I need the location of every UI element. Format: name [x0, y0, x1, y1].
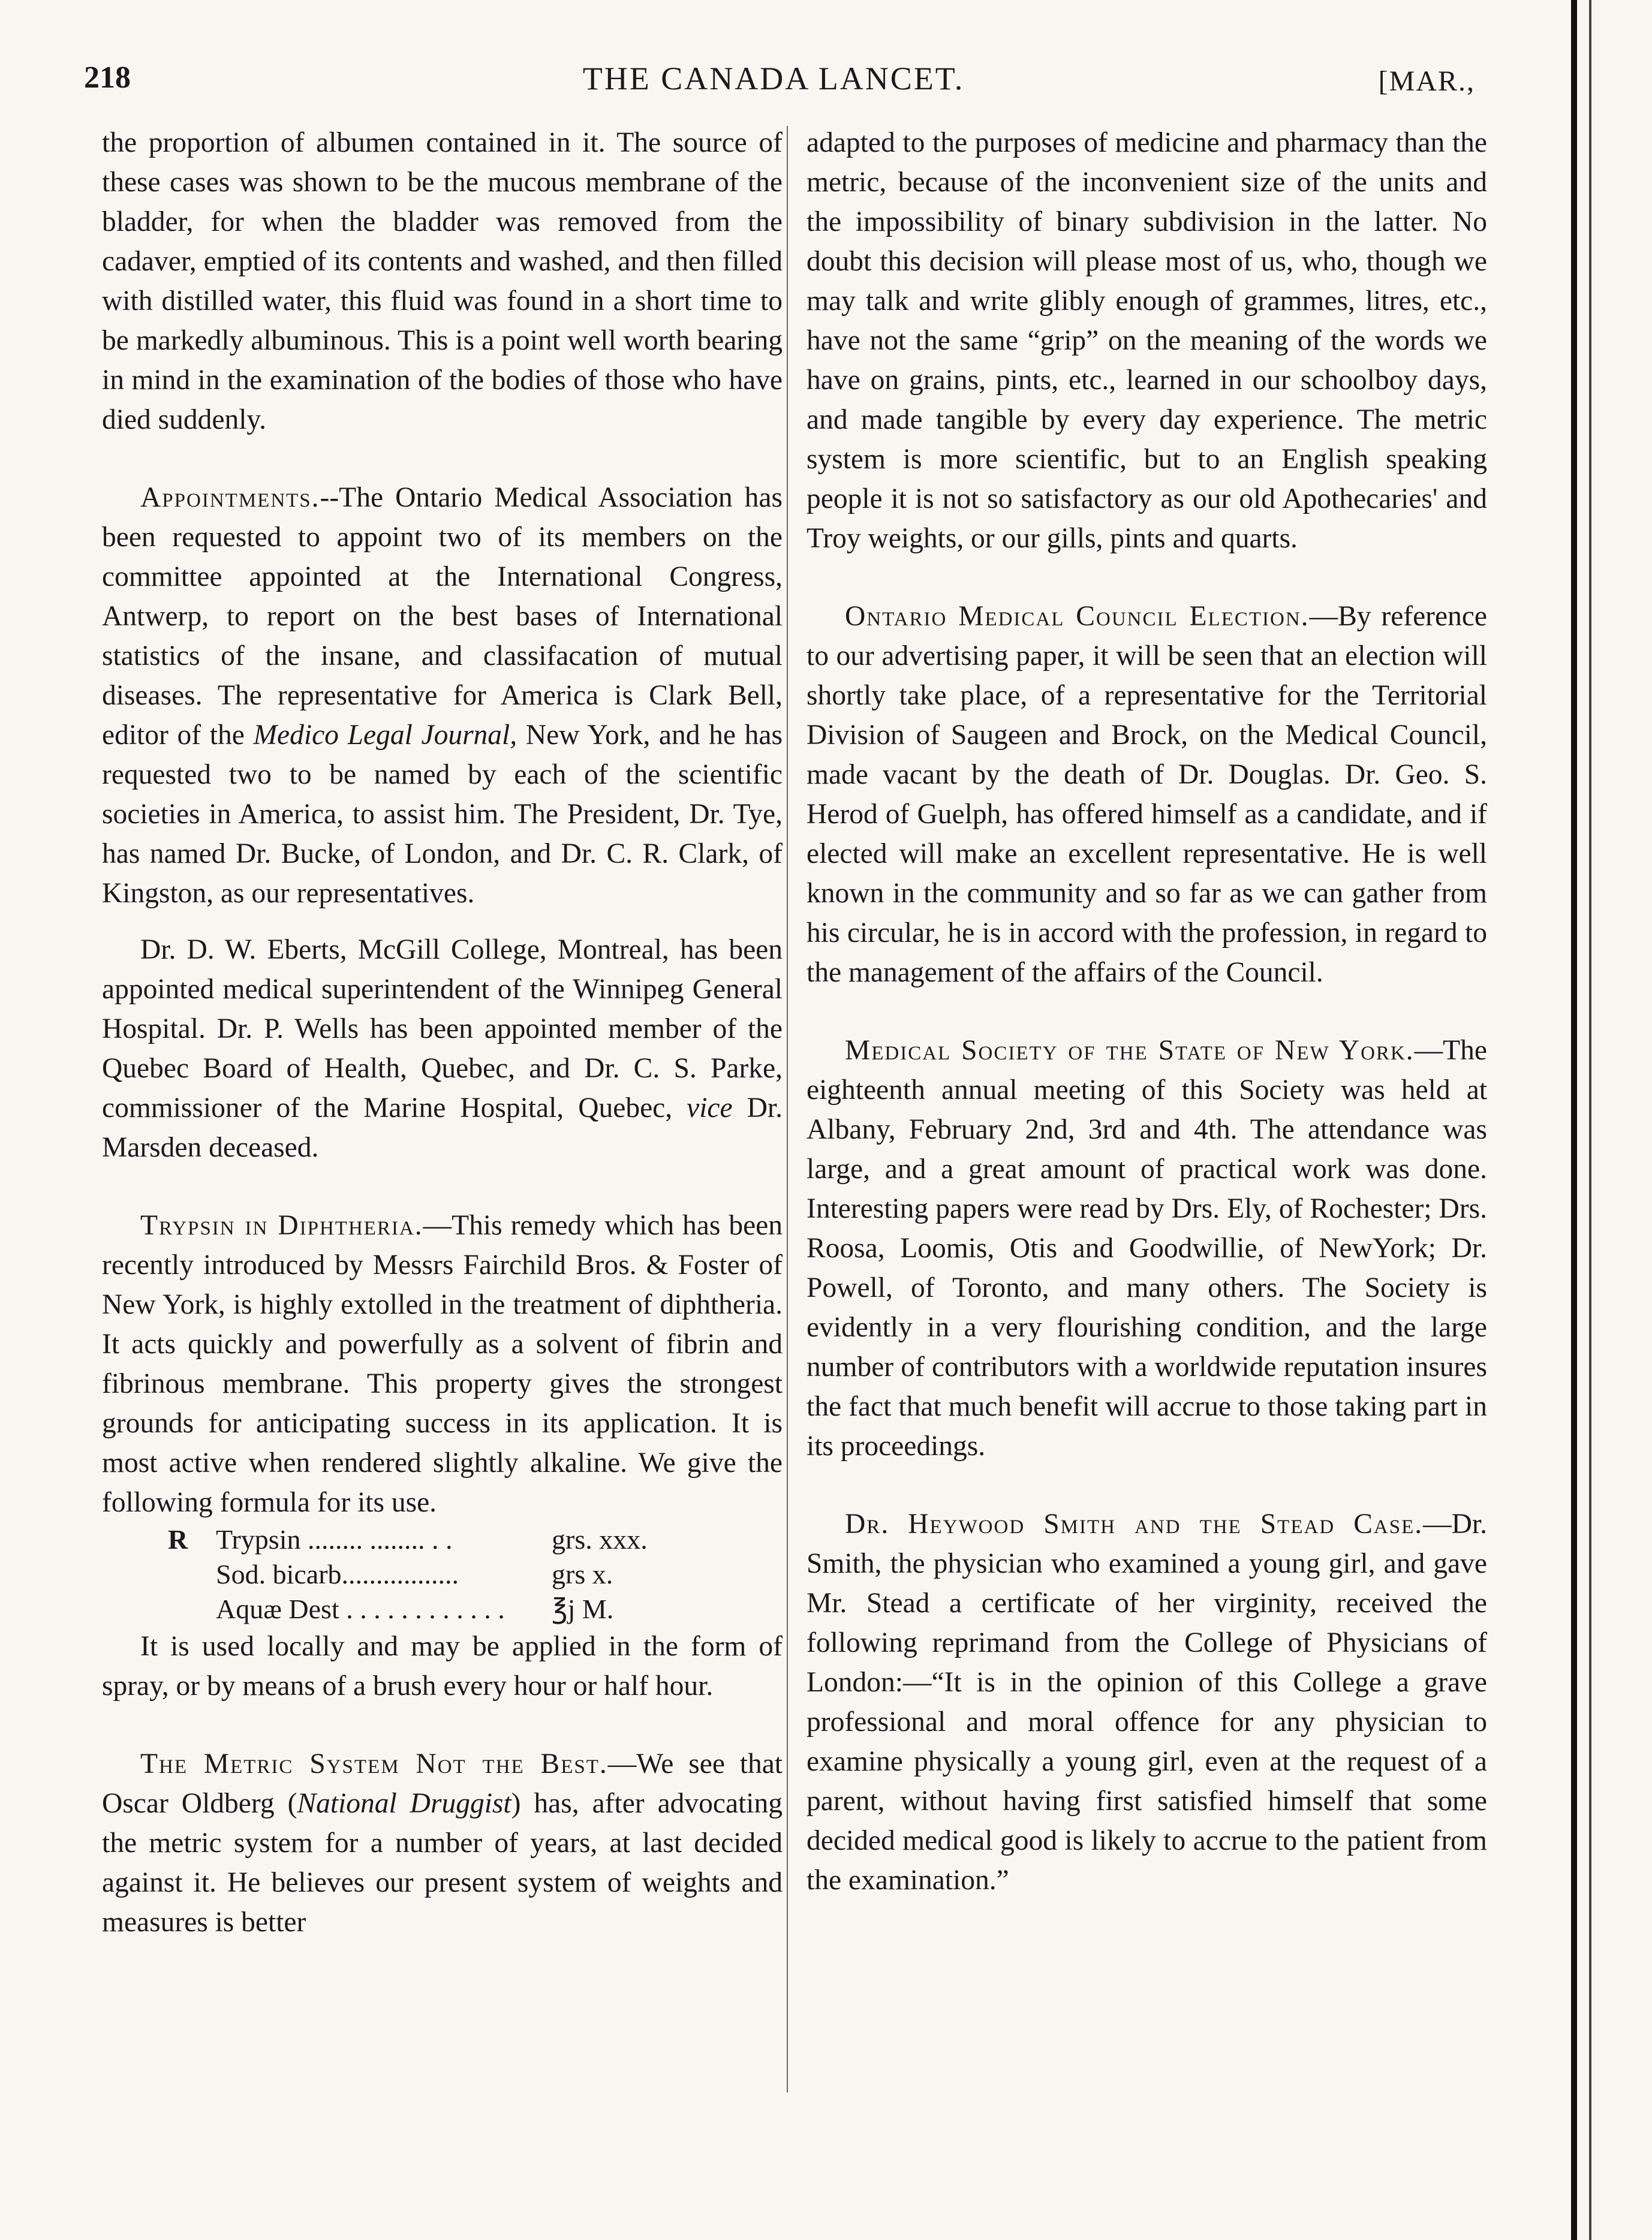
right-column [807, 123, 1487, 1900]
appointments-text: --The Ontario Medical Association has been requested to appoint two of its members on the committee appointed at the International Congress, Antwerp, to report on the best bases of International statistics of the insane, and classifacation of mutual diseases. The representative for America is Clark Bell, editor of the [102, 482, 783, 751]
prescription-row [168, 1557, 783, 1592]
left-column [102, 123, 783, 1942]
stead-article [807, 1504, 1487, 1900]
vice-word: vice [687, 1092, 733, 1124]
national-druggist: National Druggist [297, 1788, 511, 1819]
prescription-formula [168, 1522, 783, 1627]
albumen-paragraph: the proportion of albumen contained in it. The source of these cases was shown to be the mucous membrane of the bladder, for when the bladder was removed from the cadaver, emptied of its contents and washed, and then filled with distilled water, this fluid was found in a short time to be markedly albuminous. This is a point well worth bearing in mind in the examination of the bodies of those who have died suddenly. [102, 127, 783, 435]
metric-heading: The Metric System Not the Best. [140, 1748, 608, 1780]
trypsin-heading: Trypsin in Diphtheria. [140, 1210, 423, 1241]
metric-text: —We see that Oscar Oldberg ( [102, 1748, 783, 1819]
page-edge-shadow [1589, 0, 1591, 2240]
recipe-symbol: R [168, 1524, 188, 1555]
prescription-row [168, 1592, 783, 1627]
metric-text-cont: ) has, after advocating the metric system for a number of years, at last decided against it. He believes our present system of weights and measures is better [102, 1788, 783, 1938]
journal-title: THE CANADA LANCET. [582, 61, 965, 97]
prescription-dose: grs. xxx. [552, 1524, 648, 1555]
eberts-paragraph [102, 930, 783, 1167]
society-heading: Medical Society of the State of New York. [845, 1035, 1415, 1066]
issue-month: [MAR., [1378, 65, 1475, 97]
council-text: —By reference to our advertising paper, it will be seen that an election will shortly take place, of a representative for the Territorial Division of Saugeen and Brock, on the Medical Council, made vacant by the death of Dr. Douglas. Dr. Geo. S. Herod of Guelph, has offered himself as a candidate, and if elected will make an excellent representative. He is well known in the community and so far as we can gather from his circular, he is in accord with the profession, in regard to the management of the affairs of the Council. [807, 601, 1487, 988]
council-article [807, 597, 1487, 992]
eberts-rest: Dr. Marsden deceased. [102, 1092, 783, 1163]
prescription-row [168, 1522, 783, 1557]
society-text: —The eighteenth annual meeting of this Society was held at Albany, February 2nd, 3rd and 4th. The attendance was large, and a great amount of practical work was done. Interesting papers were read by Drs. Ely, of Rochester; Drs. Roosa, Loomis, Otis and Goodwillie, of NewYork; Dr. Powell, of Toronto, and many others. The Society is evidently in a very flourishing condition, and the large number of contributors with a worldwide reputation insures the fact that much benefit will accrue to those taking part in its proceedings. [807, 1035, 1487, 1462]
page-number: 218 [84, 61, 131, 95]
trypsin-article [102, 1206, 783, 1522]
column-divider [787, 126, 788, 2093]
council-heading: Ontario Medical Council Election. [845, 601, 1310, 632]
metric-article [102, 1744, 783, 1942]
appointments-rest: New York, and he has requested two to be named by each of the scientific societies in America, to assist him. The President, Dr. Tye, has named Dr. Bucke, of London, and Dr. C. R. Clark, of Kingston, as our representatives. [102, 719, 783, 909]
trypsin-usage: It is used locally and may be applied in the form of spray, or by means of a brush every hour or half hour. [102, 1631, 783, 1702]
prescription-drug: Aquæ Dest . . . . . . . . . . . . [216, 1594, 505, 1624]
prescription-dose: grs x. [552, 1559, 613, 1589]
trypsin-text: —This remedy which has been recently introduced by Messrs Fairchild Bros. & Foster of New York, is highly extolled in the treatment of diphtheria. It acts quickly and powerfully as a solvent of fibrin and fibrinous membrane. This property gives the strongest grounds for anticipating success in its application. It is most active when rendered slightly alkaline. We give the following formula for its use. [102, 1210, 783, 1518]
society-article [807, 1031, 1487, 1466]
appointments-heading: Appointments. [140, 482, 320, 513]
page-edge [1571, 0, 1577, 2240]
stead-text: —Dr. Smith, the physician who examined a young girl, and gave Mr. Stead a certificate of her virginity, received the following reprimand from the College of Physicians of London:—“It is in the opinion of this College a grave professional and moral offence for any physician to examine physically a young girl, even at the request of a parent, without having first satisfied himself that some decided medical good is likely to accrue to the patient from the examination.” [807, 1509, 1487, 1896]
metric-continuation: adapted to the purposes of medicine and pharmacy than the metric, because of the inconvenient size of the units and the impossibility of binary subdivision in the latter. No doubt this decision will please most of us, who, though we may talk and write glibly enough of grammes, litres, etc., have not the same “grip” on the meaning of the words we have on grains, pints, etc., learned in our schoolboy days, and made tangible by every day experience. The metric system is more scientific, but to an English speaking people it is not so satisfactory as our old Apothecaries' and Troy weights, or our gills, pints and quarts. [807, 127, 1487, 554]
stead-heading: Dr. Heywood Smith and the Stead Case. [845, 1509, 1424, 1540]
eberts-text: Dr. D. W. Eberts, McGill College, Montreal, has been appointed medical superintendent of the Winnipeg General Hospital. Dr. P. Wells has been appointed member of the Quebec Board of Health, Quebec, and Dr. C. S. Parke, commissioner of the Marine Hospital, Quebec, [102, 934, 783, 1124]
page-header [72, 60, 1475, 114]
appointments-article [102, 478, 783, 913]
prescription-drug: Trypsin ........ ........ . . [216, 1524, 453, 1555]
prescription-drug: Sod. bicarb................. [216, 1559, 459, 1589]
prescription-dose: ℥j M. [552, 1594, 614, 1624]
medico-legal-journal: Medico Legal Journal, [253, 719, 517, 751]
